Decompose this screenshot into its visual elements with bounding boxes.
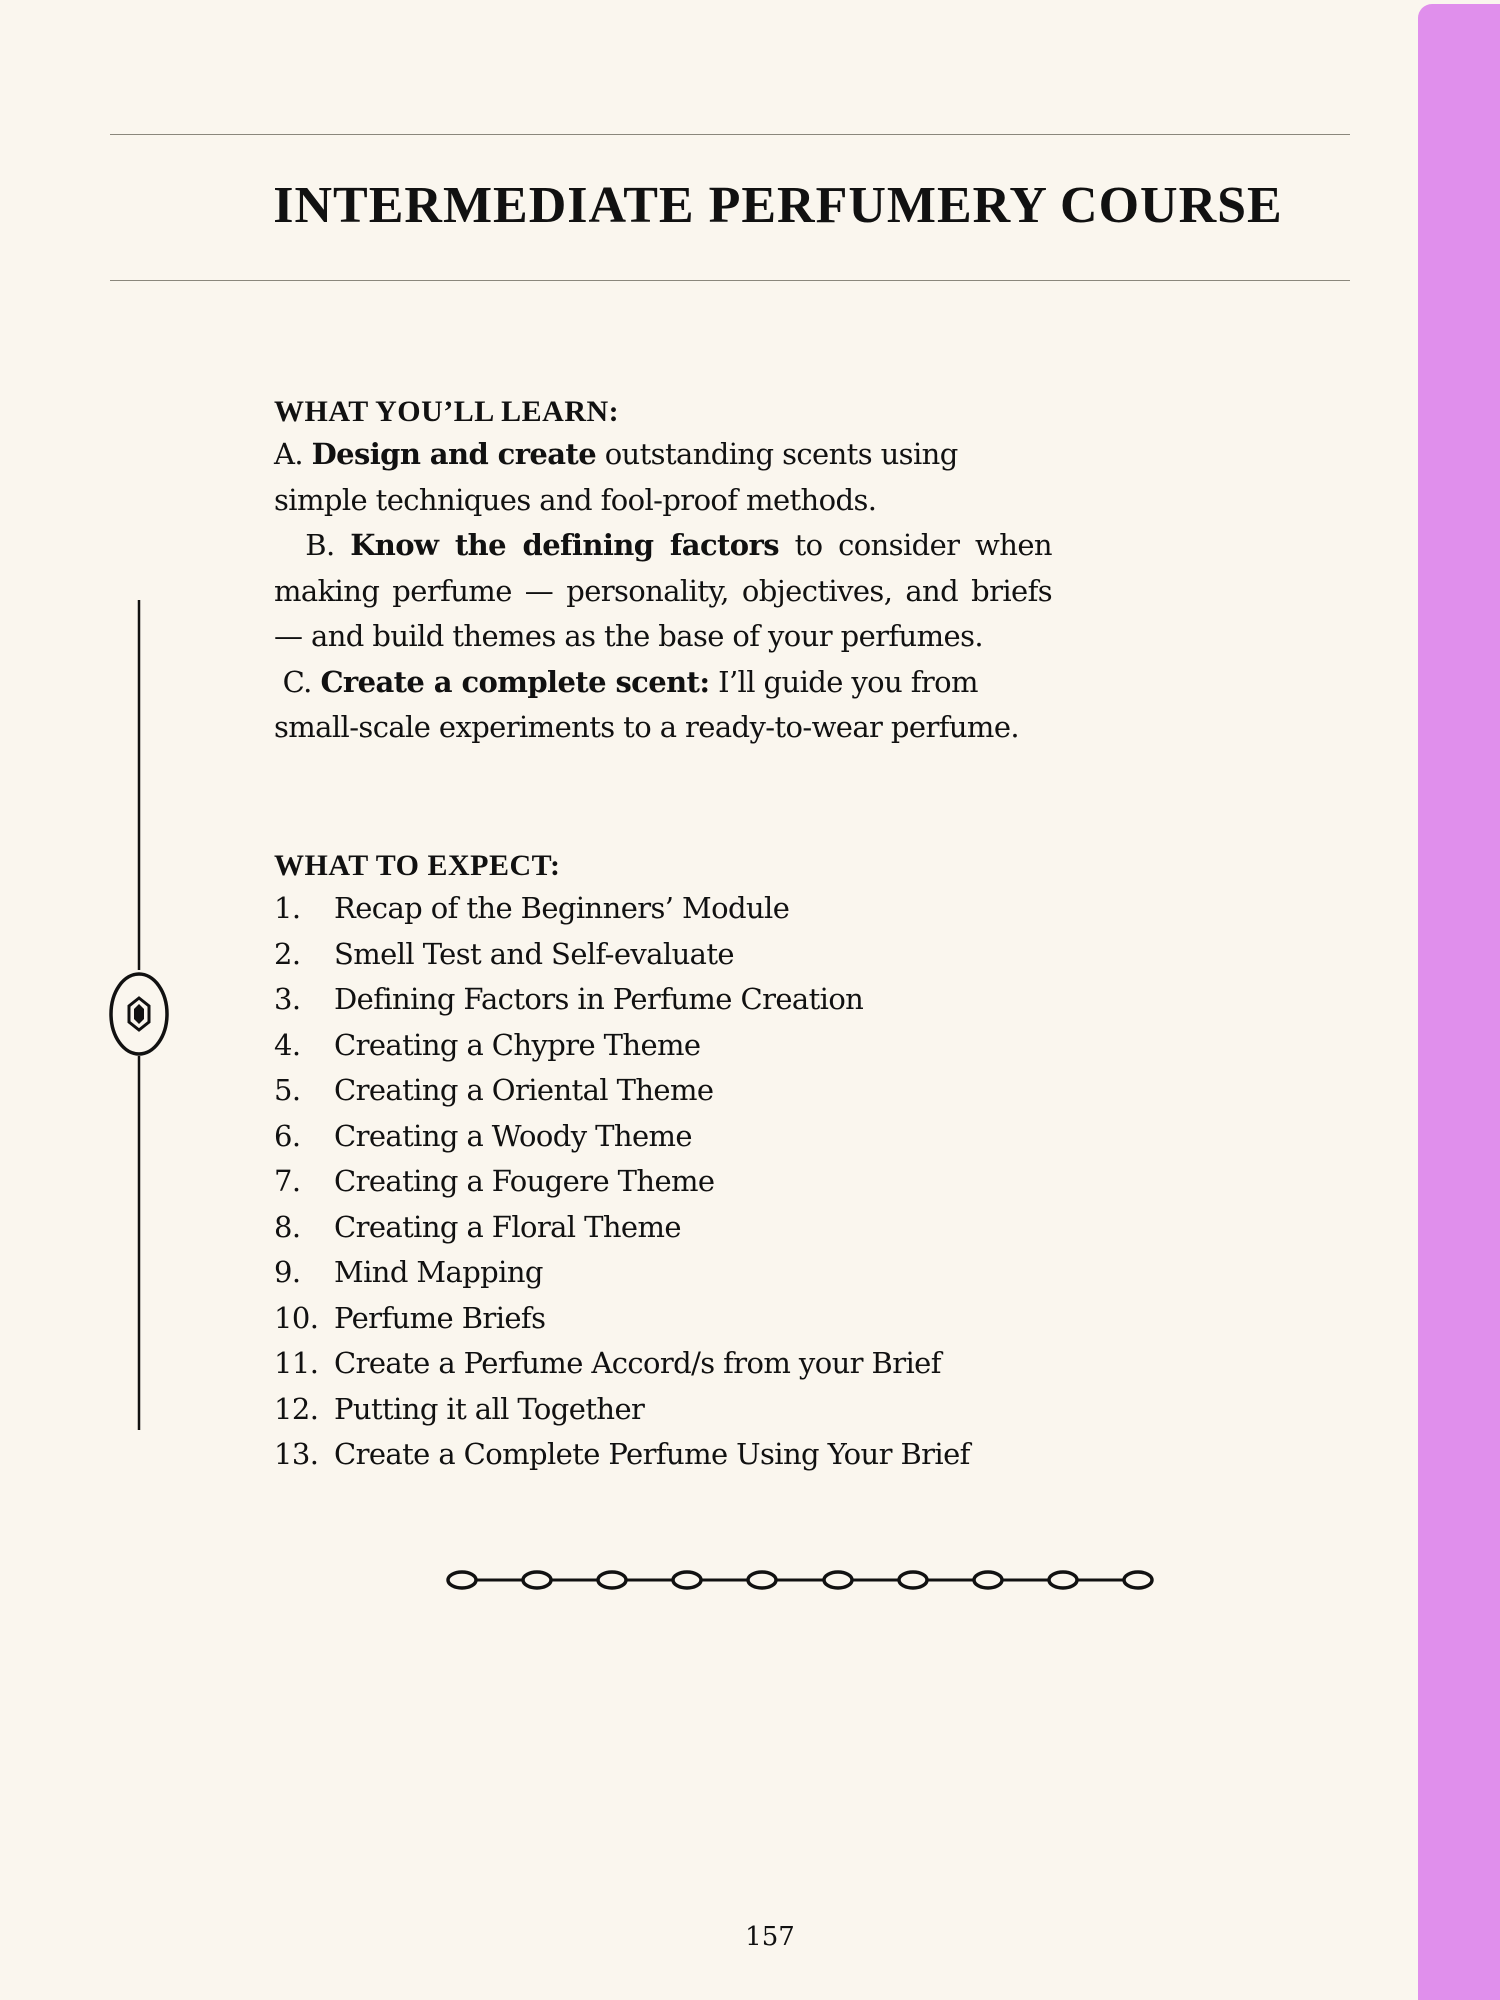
list-item: 7. Creating a Fougere Theme bbox=[274, 1164, 715, 1198]
list-item: 5. Creating a Oriental Theme bbox=[274, 1073, 714, 1107]
list-item: 9. Mind Mapping bbox=[274, 1255, 543, 1289]
title-rule-top bbox=[110, 134, 1350, 135]
side-tab bbox=[1418, 4, 1500, 2000]
list-item: 4. Creating a Chypre Theme bbox=[274, 1027, 701, 1062]
learn-item-c: C. Create a complete scent: I’ll guide you from small-scale experiments to a ready-to-wear perfume. bbox=[274, 664, 1020, 744]
learn-heading: WHAT YOU’LL LEARN: bbox=[274, 395, 620, 428]
list-item: 2. Smell Test and Self-evaluate bbox=[274, 936, 734, 971]
gem-medallion-icon bbox=[100, 600, 140, 1430]
learn-item-a: A. Design and create outstanding scents using simple techniques and fool-proof methods. bbox=[274, 437, 958, 517]
list-item: 1. Recap of the Beginners’ Module bbox=[274, 891, 790, 925]
page-title: INTERMEDIATE PERFUMERY COURSE bbox=[273, 177, 1283, 234]
chain-links-icon bbox=[440, 1566, 1160, 1596]
list-item: 3. Defining Factors in Perfume Creation bbox=[274, 982, 864, 1016]
expect-heading: WHAT TO EXPECT: bbox=[274, 849, 561, 882]
list-item: 8. Creating a Floral Theme bbox=[274, 1209, 681, 1244]
list-item: 12. Putting it all Together bbox=[274, 1391, 645, 1426]
list-item: 11. Create a Perfume Accord/s from your Brief bbox=[274, 1346, 941, 1380]
list-item: 6. Creating a Woody Theme bbox=[274, 1118, 692, 1153]
list-item: 10. Perfume Briefs bbox=[274, 1300, 546, 1335]
title-rule-bottom bbox=[110, 280, 1350, 281]
learn-item-b: B. Know the defining factors to consider when making perfume — personality, objectives, and briefs — and build themes as the base of your perfumes. bbox=[274, 528, 1052, 653]
list-item: 13. Create a Complete Perfume Using Your Brief bbox=[274, 1437, 970, 1471]
learn-list bbox=[274, 432, 1052, 751]
expect-list bbox=[274, 886, 970, 1478]
page-number: 157 bbox=[745, 1922, 795, 1952]
